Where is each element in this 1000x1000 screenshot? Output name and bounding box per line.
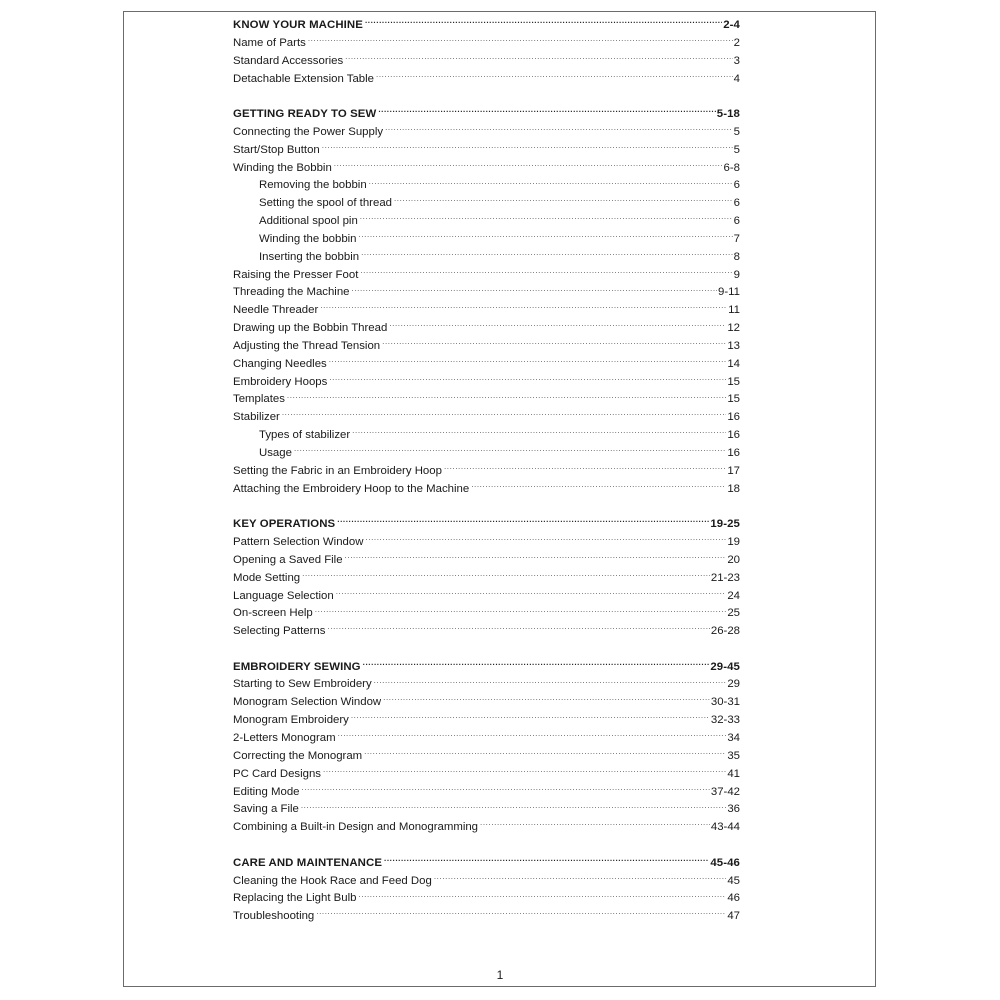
- toc-subentry[interactable]: [233, 231, 740, 249]
- toc-entry[interactable]: [233, 819, 740, 837]
- toc-entry[interactable]: [233, 338, 740, 356]
- entry-label: Threading the Machine: [233, 286, 350, 299]
- entry-page: 4: [733, 72, 740, 85]
- toc-entry[interactable]: [233, 873, 740, 891]
- dot-leader: [294, 446, 726, 456]
- dot-leader: [364, 749, 726, 759]
- dot-leader: [329, 375, 726, 385]
- dot-leader: [345, 553, 727, 563]
- entry-page: 45: [727, 874, 740, 887]
- dot-leader: [308, 36, 733, 46]
- entry-label: Starting to Sew Embroidery: [233, 678, 372, 691]
- entry-label: Editing Mode: [233, 785, 300, 798]
- entry-label: Embroidery Hoops: [233, 375, 328, 388]
- entry-page: 15: [727, 375, 740, 388]
- toc-entry[interactable]: [233, 605, 740, 623]
- dot-leader: [360, 214, 733, 224]
- dot-leader: [384, 856, 709, 866]
- page-number: 1: [496, 968, 504, 982]
- entry-label: Cleaning the Hook Race and Feed Dog: [233, 874, 432, 887]
- entry-label: Raising the Presser Foot: [233, 268, 359, 281]
- dot-leader: [301, 802, 726, 812]
- toc-entry[interactable]: [233, 588, 740, 606]
- dot-leader: [337, 517, 709, 527]
- entry-page: 7: [733, 232, 740, 245]
- section-title: KEY OPERATIONS: [233, 518, 336, 531]
- dot-leader: [352, 285, 718, 295]
- entry-label: Types of stabilizer: [259, 429, 351, 442]
- entry-page: 17: [727, 464, 740, 477]
- dot-leader: [363, 660, 710, 670]
- toc-section: [233, 17, 740, 88]
- dot-leader: [383, 695, 710, 705]
- entry-label: Mode Setting: [233, 571, 301, 584]
- toc-section: [233, 516, 740, 641]
- table-of-contents: [233, 17, 740, 926]
- entry-page: 20: [727, 553, 740, 566]
- entry-label: Winding the Bobbin: [233, 161, 332, 174]
- toc-entry[interactable]: [233, 267, 740, 285]
- section-page-range: 29-45: [710, 660, 740, 673]
- section-page-range: 2-4: [723, 19, 740, 31]
- entry-page: 6-8: [723, 161, 740, 174]
- section-title: KNOW YOUR MACHINE: [233, 19, 363, 31]
- section-title: GETTING READY TO SEW: [233, 107, 377, 120]
- toc-subentry[interactable]: [233, 249, 740, 267]
- section-title: EMBROIDERY SEWING: [233, 660, 361, 673]
- section-page-range: 45-46: [710, 856, 740, 869]
- dot-leader: [329, 357, 727, 367]
- entry-page: 26-28: [710, 625, 740, 638]
- dot-leader: [360, 268, 732, 278]
- entry-label: Setting the spool of thread: [259, 197, 392, 210]
- dot-leader: [322, 143, 733, 153]
- dot-leader: [389, 321, 726, 331]
- dot-leader: [316, 909, 726, 919]
- toc-entry[interactable]: [233, 356, 740, 374]
- entry-label: On-screen Help: [233, 607, 313, 620]
- toc-entry[interactable]: [233, 712, 740, 730]
- dot-leader: [369, 178, 733, 188]
- toc-entry[interactable]: [233, 890, 740, 908]
- entry-page: 12: [727, 322, 740, 335]
- toc-section: [233, 659, 740, 837]
- dot-leader: [359, 232, 733, 242]
- entry-label: Pattern Selection Window: [233, 535, 364, 548]
- entry-label: Inserting the bobbin: [259, 250, 360, 263]
- entry-page: 8: [733, 250, 740, 263]
- entry-label: Name of Parts: [233, 36, 306, 49]
- entry-label: Needle Threader: [233, 304, 319, 317]
- entry-page: 9: [733, 268, 740, 281]
- dot-leader: [338, 731, 727, 741]
- dot-leader: [336, 589, 727, 599]
- dot-leader: [365, 18, 722, 28]
- entry-label: PC Card Designs: [233, 767, 321, 780]
- entry-page: 36: [727, 803, 740, 816]
- dot-leader: [394, 196, 733, 206]
- toc-section-heading[interactable]: [233, 17, 740, 35]
- toc-entry[interactable]: [233, 481, 740, 499]
- entry-page: 32-33: [710, 714, 740, 727]
- toc-entry[interactable]: [233, 766, 740, 784]
- entry-page: 35: [727, 749, 740, 762]
- entry-label: Saving a File: [233, 803, 299, 816]
- entry-page: 16: [727, 447, 740, 459]
- entry-page: 15: [727, 393, 740, 406]
- section-title: CARE AND MAINTENANCE: [233, 856, 383, 869]
- entry-label: Troubleshooting: [233, 910, 315, 923]
- dot-leader: [351, 713, 710, 723]
- dot-leader: [480, 820, 710, 830]
- toc-entry[interactable]: [233, 463, 740, 481]
- entry-page: 19: [727, 535, 740, 548]
- toc-section-heading[interactable]: [233, 516, 740, 534]
- toc-section-heading[interactable]: [233, 106, 740, 124]
- entry-page: 5: [733, 143, 740, 156]
- entry-label: Replacing the Light Bulb: [233, 892, 357, 905]
- entry-page: 16: [727, 411, 740, 424]
- entry-label: 2-Letters Monogram: [233, 732, 336, 744]
- toc-entry[interactable]: [233, 748, 740, 766]
- entry-label: Correcting the Monogram: [233, 749, 363, 762]
- dot-leader: [358, 891, 726, 901]
- toc-entry[interactable]: [233, 302, 740, 320]
- toc-entry[interactable]: [233, 908, 740, 926]
- toc-entry[interactable]: [233, 35, 740, 53]
- toc-entry[interactable]: [233, 124, 740, 142]
- dot-leader: [352, 428, 726, 438]
- dot-leader: [444, 464, 726, 474]
- toc-entry[interactable]: [233, 160, 740, 178]
- toc-entry[interactable]: [233, 142, 740, 160]
- entry-page: 2: [733, 36, 740, 49]
- toc-entry[interactable]: [233, 570, 740, 588]
- entry-page: 5: [733, 125, 740, 138]
- entry-label: Opening a Saved File: [233, 553, 343, 566]
- entry-page: 21-23: [710, 571, 740, 584]
- dot-leader: [376, 72, 733, 82]
- entry-label: Setting the Fabric in an Embroidery Hoop: [233, 464, 442, 477]
- dot-leader: [315, 606, 727, 616]
- toc-section-heading[interactable]: [233, 659, 740, 677]
- toc-subentry[interactable]: [233, 177, 740, 195]
- toc-subentry[interactable]: [233, 445, 740, 463]
- dot-leader: [323, 767, 726, 777]
- dot-leader: [320, 303, 727, 313]
- entry-page: 30-31: [710, 696, 740, 709]
- entry-page: 9-11: [718, 286, 740, 299]
- dot-leader: [378, 107, 715, 117]
- dot-leader: [302, 785, 710, 795]
- entry-page: 14: [727, 357, 740, 370]
- entry-page: 24: [727, 589, 740, 602]
- dot-leader: [471, 482, 726, 492]
- toc-entry[interactable]: [233, 534, 740, 552]
- entry-label: Changing Needles: [233, 357, 327, 370]
- entry-page: 6: [733, 179, 740, 192]
- toc-entry[interactable]: [233, 552, 740, 570]
- toc-entry[interactable]: [233, 284, 740, 302]
- dot-leader: [374, 677, 727, 687]
- entry-page: 29: [727, 678, 740, 691]
- dot-leader: [365, 535, 726, 545]
- toc-entry[interactable]: [233, 676, 740, 694]
- dot-leader: [282, 410, 726, 420]
- toc-entry[interactable]: [233, 730, 740, 748]
- toc-entry[interactable]: [233, 409, 740, 427]
- entry-page: 11: [728, 304, 740, 317]
- toc-section: [233, 106, 740, 499]
- entry-page: 47: [727, 910, 740, 923]
- entry-label: Stabilizer: [233, 411, 280, 424]
- entry-label: Connecting the Power Supply: [233, 125, 384, 138]
- entry-page: 34: [727, 732, 740, 744]
- entry-page: 3: [733, 54, 740, 67]
- entry-label: Templates: [233, 393, 285, 406]
- toc-entry[interactable]: [233, 320, 740, 338]
- toc-subentry[interactable]: [233, 213, 740, 231]
- dot-leader: [434, 874, 726, 884]
- dot-leader: [345, 54, 732, 64]
- dot-leader: [385, 125, 733, 135]
- entry-label: Start/Stop Button: [233, 143, 320, 156]
- entry-page: 43-44: [710, 821, 740, 834]
- entry-page: 18: [727, 482, 740, 495]
- entry-label: Detachable Extension Table: [233, 72, 375, 85]
- dot-leader: [361, 250, 733, 260]
- entry-page: 13: [727, 339, 740, 352]
- entry-label: Drawing up the Bobbin Thread: [233, 322, 388, 335]
- entry-label: Adjusting the Thread Tension: [233, 339, 381, 352]
- toc-entry[interactable]: [233, 784, 740, 802]
- entry-label: Selecting Patterns: [233, 625, 326, 638]
- entry-label: Language Selection: [233, 589, 334, 602]
- entry-label: Additional spool pin: [259, 215, 358, 228]
- entry-page: 25: [727, 607, 740, 620]
- toc-entry[interactable]: [233, 391, 740, 409]
- entry-label: Winding the bobbin: [259, 232, 357, 245]
- entry-label: Usage: [259, 447, 292, 459]
- section-page-range: 5-18: [716, 107, 740, 120]
- toc-subentry[interactable]: [233, 195, 740, 213]
- entry-page: 46: [727, 892, 740, 905]
- dot-leader: [334, 161, 723, 171]
- entry-label: Attaching the Embroidery Hoop to the Machine: [233, 482, 470, 495]
- toc-entry[interactable]: [233, 694, 740, 712]
- entry-label: Standard Accessories: [233, 54, 344, 67]
- toc-section-heading[interactable]: [233, 855, 740, 873]
- entry-page: 41: [727, 767, 740, 780]
- toc-entry[interactable]: [233, 623, 740, 641]
- entry-label: Monogram Embroidery: [233, 714, 349, 727]
- entry-label: Combining a Built-in Design and Monogramming: [233, 821, 479, 834]
- toc-section: [233, 855, 740, 926]
- entry-page: 37-42: [710, 785, 740, 798]
- entry-page: 16: [727, 429, 740, 442]
- entry-page: 6: [733, 215, 740, 228]
- dot-leader: [382, 339, 726, 349]
- toc-entry[interactable]: [233, 53, 740, 71]
- toc-entry[interactable]: [233, 71, 740, 89]
- toc-subentry[interactable]: [233, 427, 740, 445]
- entry-page: 6: [733, 197, 740, 210]
- toc-entry[interactable]: [233, 374, 740, 392]
- entry-label: Removing the bobbin: [259, 179, 367, 192]
- section-page-range: 19-25: [710, 518, 740, 531]
- toc-entry[interactable]: [233, 801, 740, 819]
- dot-leader: [327, 624, 709, 634]
- dot-leader: [302, 571, 710, 581]
- entry-label: Monogram Selection Window: [233, 696, 382, 709]
- dot-leader: [287, 392, 726, 402]
